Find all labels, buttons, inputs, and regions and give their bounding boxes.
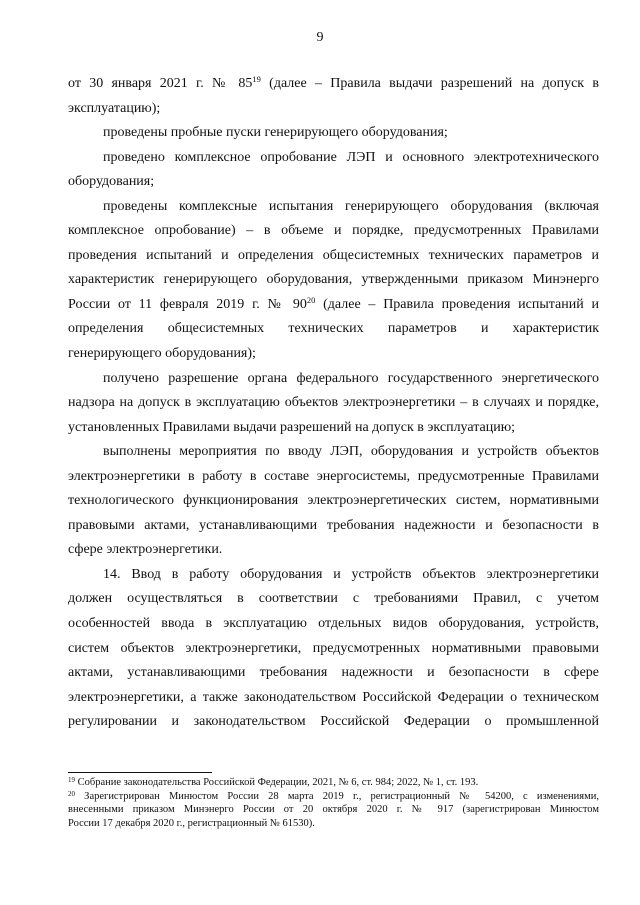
text-line [68,97,599,122]
text-line [68,440,599,465]
text-line [68,342,599,367]
text-line [68,612,599,637]
text-run: сфере электроэнергетики. [68,542,223,558]
text-line [68,686,599,711]
text-line [68,661,599,686]
text-run: проведены пробные пуски генерирующего оборудования; [103,125,448,141]
text-run: проведено комплексное опробование ЛЭП и основного электротехнического [103,149,599,165]
footnote-separator [68,772,212,773]
body-text [68,72,599,735]
text-run: должен осуществляться в соответствии с требованиями Правил, с учетом [68,591,599,607]
text-line [68,219,599,244]
text-run: эксплуатацию); [68,100,161,116]
text-run: актами, устанавливающими требования надежности и безопасности в сфере [68,665,599,681]
text-line [68,367,599,392]
text-run: систем объектов электроэнергетики, предусмотренных нормативными правовыми [68,640,599,656]
text-run: регулировании и законодательством Российской Федерации о промышленной [68,714,599,730]
text-run: электроэнергетики, а также законодательством Российской Федерации о техническом [68,689,599,705]
text-line [68,710,599,735]
text-run: генерирующего оборудования); [68,346,256,362]
text-run: электроэнергетики в работу в составе энергосистемы, предусмотренные Правилами [68,468,599,484]
text-line [68,587,599,612]
footnote-line [68,817,599,831]
text-run: внесенными приказом Минэнерго России от 20 октября 2020 г. № 917 (зарегистрирован Минюстом [68,804,599,815]
text-line [68,637,599,662]
text-line [68,72,599,97]
footnote-ref: 20 [68,789,75,798]
text-run: Собрание законодательства Российской Федерации, 2021, № 6, ст. 984; 2022, № 1, ст. 193. [75,777,479,788]
text-line [68,268,599,293]
footnote-ref: 20 [306,294,316,305]
text-run: определения общесистемных технических параметров и характеристик [68,321,599,337]
footnote-line [68,776,599,790]
text-run: получено разрешение органа федерального государственного энергетического [103,370,599,386]
text-run: России от 11 февраля 2019 г. № 90 [68,296,307,312]
text-line [68,489,599,514]
text-line [68,317,599,342]
text-run: особенностей ввода в эксплуатацию отдельных видов оборудования, устройств, [68,616,599,632]
text-run: комплексное опробование) – в объеме и порядке, предусмотренных Правилами [68,223,599,239]
page-number: 9 [316,30,324,45]
text-run: (далее – Правила проведения испытаний и [315,296,599,312]
text-line [68,465,599,490]
footnotes [68,776,599,830]
text-line [68,244,599,269]
text-run: 14. Ввод в работу оборудования и устройств объектов электроэнергетики [103,566,599,582]
text-line [68,391,599,416]
text-run: (далее – Правила выдачи разрешений на допуск в [260,76,599,91]
text-run: установленных Правилами выдачи разрешений на допуск в эксплуатацию; [68,419,516,435]
footnote-line [68,803,599,817]
text-run: проведены комплексные испытания генерирующего оборудования (включая [103,198,599,214]
footnote-ref: 19 [252,74,261,84]
text-line [68,416,599,441]
footnote-line [68,790,599,804]
text-line [68,514,599,539]
text-run: Зарегистрирован Минюстом России 28 марта 2019 г., регистрационный № 54200, с изменениями, [75,790,599,802]
text-run: правовыми актами, устанавливающими требования надежности и безопасности в [68,517,599,533]
text-run: проведения испытаний и определения общесистемных технических параметров и [68,247,599,263]
text-run: от 30 января 2021 г. № 85 [68,76,253,91]
text-line [68,563,599,588]
text-run: выполнены мероприятия по вводу ЛЭП, оборудования и устройств объектов [103,444,599,460]
text-line [68,146,599,171]
text-run: характеристик генерирующего оборудования, утвержденными приказом Минэнерго [68,272,599,288]
text-run: технологического функционирования электроэнергетических систем, нормативными [68,493,599,509]
text-line [68,121,599,146]
text-run: оборудования; [68,174,155,190]
text-line [68,170,599,195]
text-line [68,293,599,318]
text-run: надзора на допуск в эксплуатацию объектов электроэнергетики – в случаях и порядке, [68,395,599,411]
footnote-ref: 19 [68,776,75,784]
text-run: России 17 декабря 2020 г., регистрационный № 61530). [68,817,315,829]
text-line [68,195,599,220]
text-line [68,538,599,563]
